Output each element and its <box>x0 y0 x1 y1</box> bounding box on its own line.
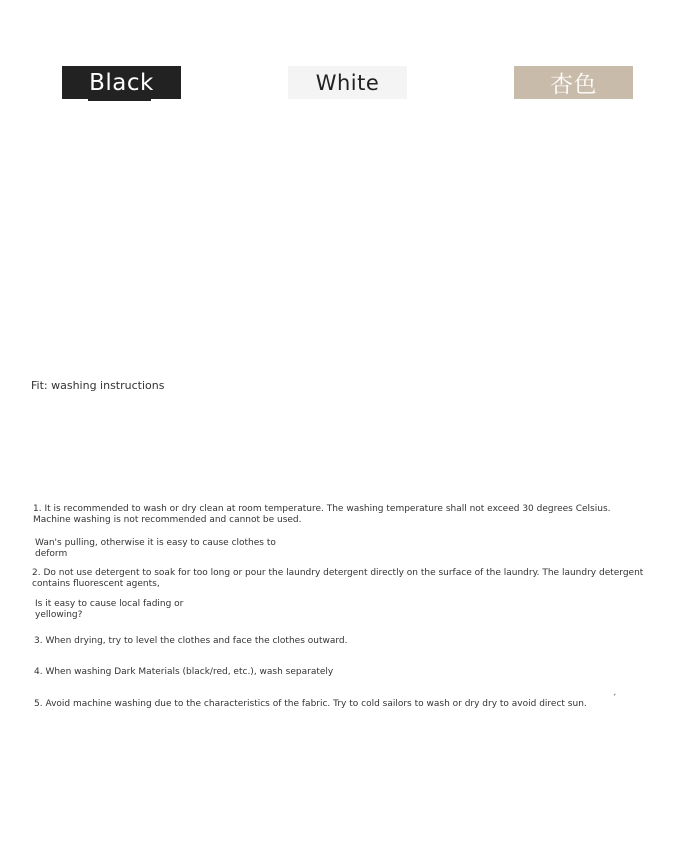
selected-swatch-underline <box>88 99 151 101</box>
color-swatch-black-label: Black <box>89 69 154 96</box>
stray-mark: ˊ <box>612 694 617 704</box>
instruction-item-4: 4. When washing Dark Materials (black/red, etc.), wash separately <box>34 667 334 677</box>
color-swatch-white-label: White <box>315 70 380 95</box>
instruction-item-5: 5. Avoid machine washing due to the characteristics of the fabric. Try to cold sailors to wash or dry dry to avoid direct sun. <box>34 699 587 709</box>
instruction-item-2: 2. Do not use detergent to soak for too long or pour the laundry detergent directly on the surface of the laundry. The laundry detergent contains fluorescent agents, <box>32 568 644 589</box>
section-title-washing-instructions: Fit: washing instructions <box>31 379 165 392</box>
color-swatch-white[interactable] <box>288 66 407 99</box>
color-swatch-black[interactable] <box>62 66 181 99</box>
color-swatch-beige[interactable] <box>514 66 633 99</box>
instruction-item-1-note: Wan's pulling, otherwise it is easy to cause clothes to deform <box>35 538 276 559</box>
color-swatch-beige-label: 杏色 <box>550 72 597 98</box>
instruction-item-3: 3. When drying, try to level the clothes and face the clothes outward. <box>34 636 348 646</box>
instruction-item-1: 1. It is recommended to wash or dry clean at room temperature. The washing temperature shall not exceed 30 degrees Celsius. Machine washing is not recommended and cannot be used. <box>33 504 611 525</box>
instruction-item-2-note: Is it easy to cause local fading or yellowing? <box>35 599 184 620</box>
